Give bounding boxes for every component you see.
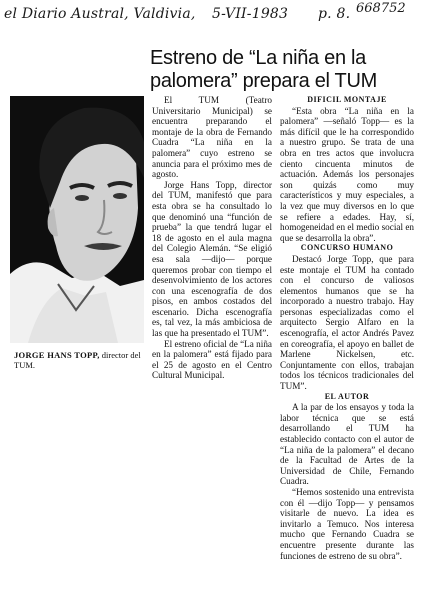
handwritten-page: p. 8.: [318, 6, 351, 22]
handwritten-source: el Diario Austral, Valdivia,: [4, 6, 196, 22]
handwritten-date: 5-VII-1983: [212, 6, 289, 22]
paragraph: El estreno oficial de “La niña en la palomera” está fijado para el 25 de agosto en el Centro Cultural Municipal.: [152, 338, 272, 381]
paragraph: El TUM (Teatro Universitario Municipal) se encuentra preparando el montaje de la obra de Fernando Cuadra “La niña en la palomera” cuyo estreno se anuncia para el próximo mes de agosto.: [152, 95, 272, 180]
caption-role: director del TUM.: [14, 350, 141, 370]
paragraph: Jorge Hans Topp, director del TUM, manifestó que para esta obra se ha consultado lo que denominó una “función de prueba” la que tendrá lugar el 18 de agosto en el aula magna del Colegio Alemán. “Se eligió esa sala —dijo— porque queremos probar con tiempo el desenvolvimiento de los actores con una escenografía de dos pisos, en ambos costados del escenario. Dicha escenografía es, tal vez, la más ambiciosa de las que ha presentado el TUM”.: [152, 179, 272, 339]
portrait-photo: [10, 96, 144, 343]
handwritten-archive-number: 668752: [356, 1, 406, 16]
paragraph: A la par de los ensayos y toda la labor técnica que se está desarrollando el TUM ha establecido contacto con el autor de “La niña de la palomera” el decano de la Facultad de Artes de la Universidad de Chile, Fernando Cuadra.: [280, 402, 414, 487]
paragraph: “Hemos sostenido una entrevista con él —dijo Topp— y pensamos visitarle de nuevo. La idea es invitarlo a Temuco. Nos interesa mucho que Fernando Cuadra se encuentre presente durante las funciones de estreno de su obra”.: [280, 486, 414, 561]
headline-line-1: Estreno de “La niña en la: [150, 47, 366, 69]
section-heading: EL AUTOR: [324, 391, 370, 401]
portrait-illustration: [10, 96, 144, 343]
paragraph: Destacó Jorge Topp, que para este montaje el TUM ha contado con el concurso de valiosos elementos humanos que se ha incorporado a nuestro trabajo. Hay personas especializadas como el arquitecto Sergio Alfaro en la escenografía, el actor Andrés Pavez en coreografía, el apoyo en ballet de Marlene Nickelsen, etc. Conjuntamente con ellos, trabajan todos los técnicos tradicionales del TUM”.: [280, 253, 414, 392]
article-headline: [150, 47, 412, 93]
section-heading: CONCURSO HUMANO: [300, 243, 394, 253]
photo-caption: [14, 350, 146, 370]
paragraph: “Esta obra “La niña en la palomera” —señaló Topp— es la más difícil que le ha correspondido a nuestro grupo. Se trata de una obra en tres actos que involucra ciento cincuenta minutos de actuación. Además los personajes son quizás como muy característicos y muy especiales, a la vez que muy diversos en lo que se refiere a edades. Hay, sí, homogeneidad en el medio social en que se desarrolla la obra”.: [280, 105, 414, 243]
headline-line-2: palomera” prepara el TUM: [150, 70, 377, 92]
article-column-2: [280, 95, 414, 561]
article-column-1: [152, 95, 272, 381]
section-heading: DIFICIL MONTAJE: [307, 95, 387, 104]
caption-name: JORGE HANS TOPP,: [14, 350, 100, 360]
